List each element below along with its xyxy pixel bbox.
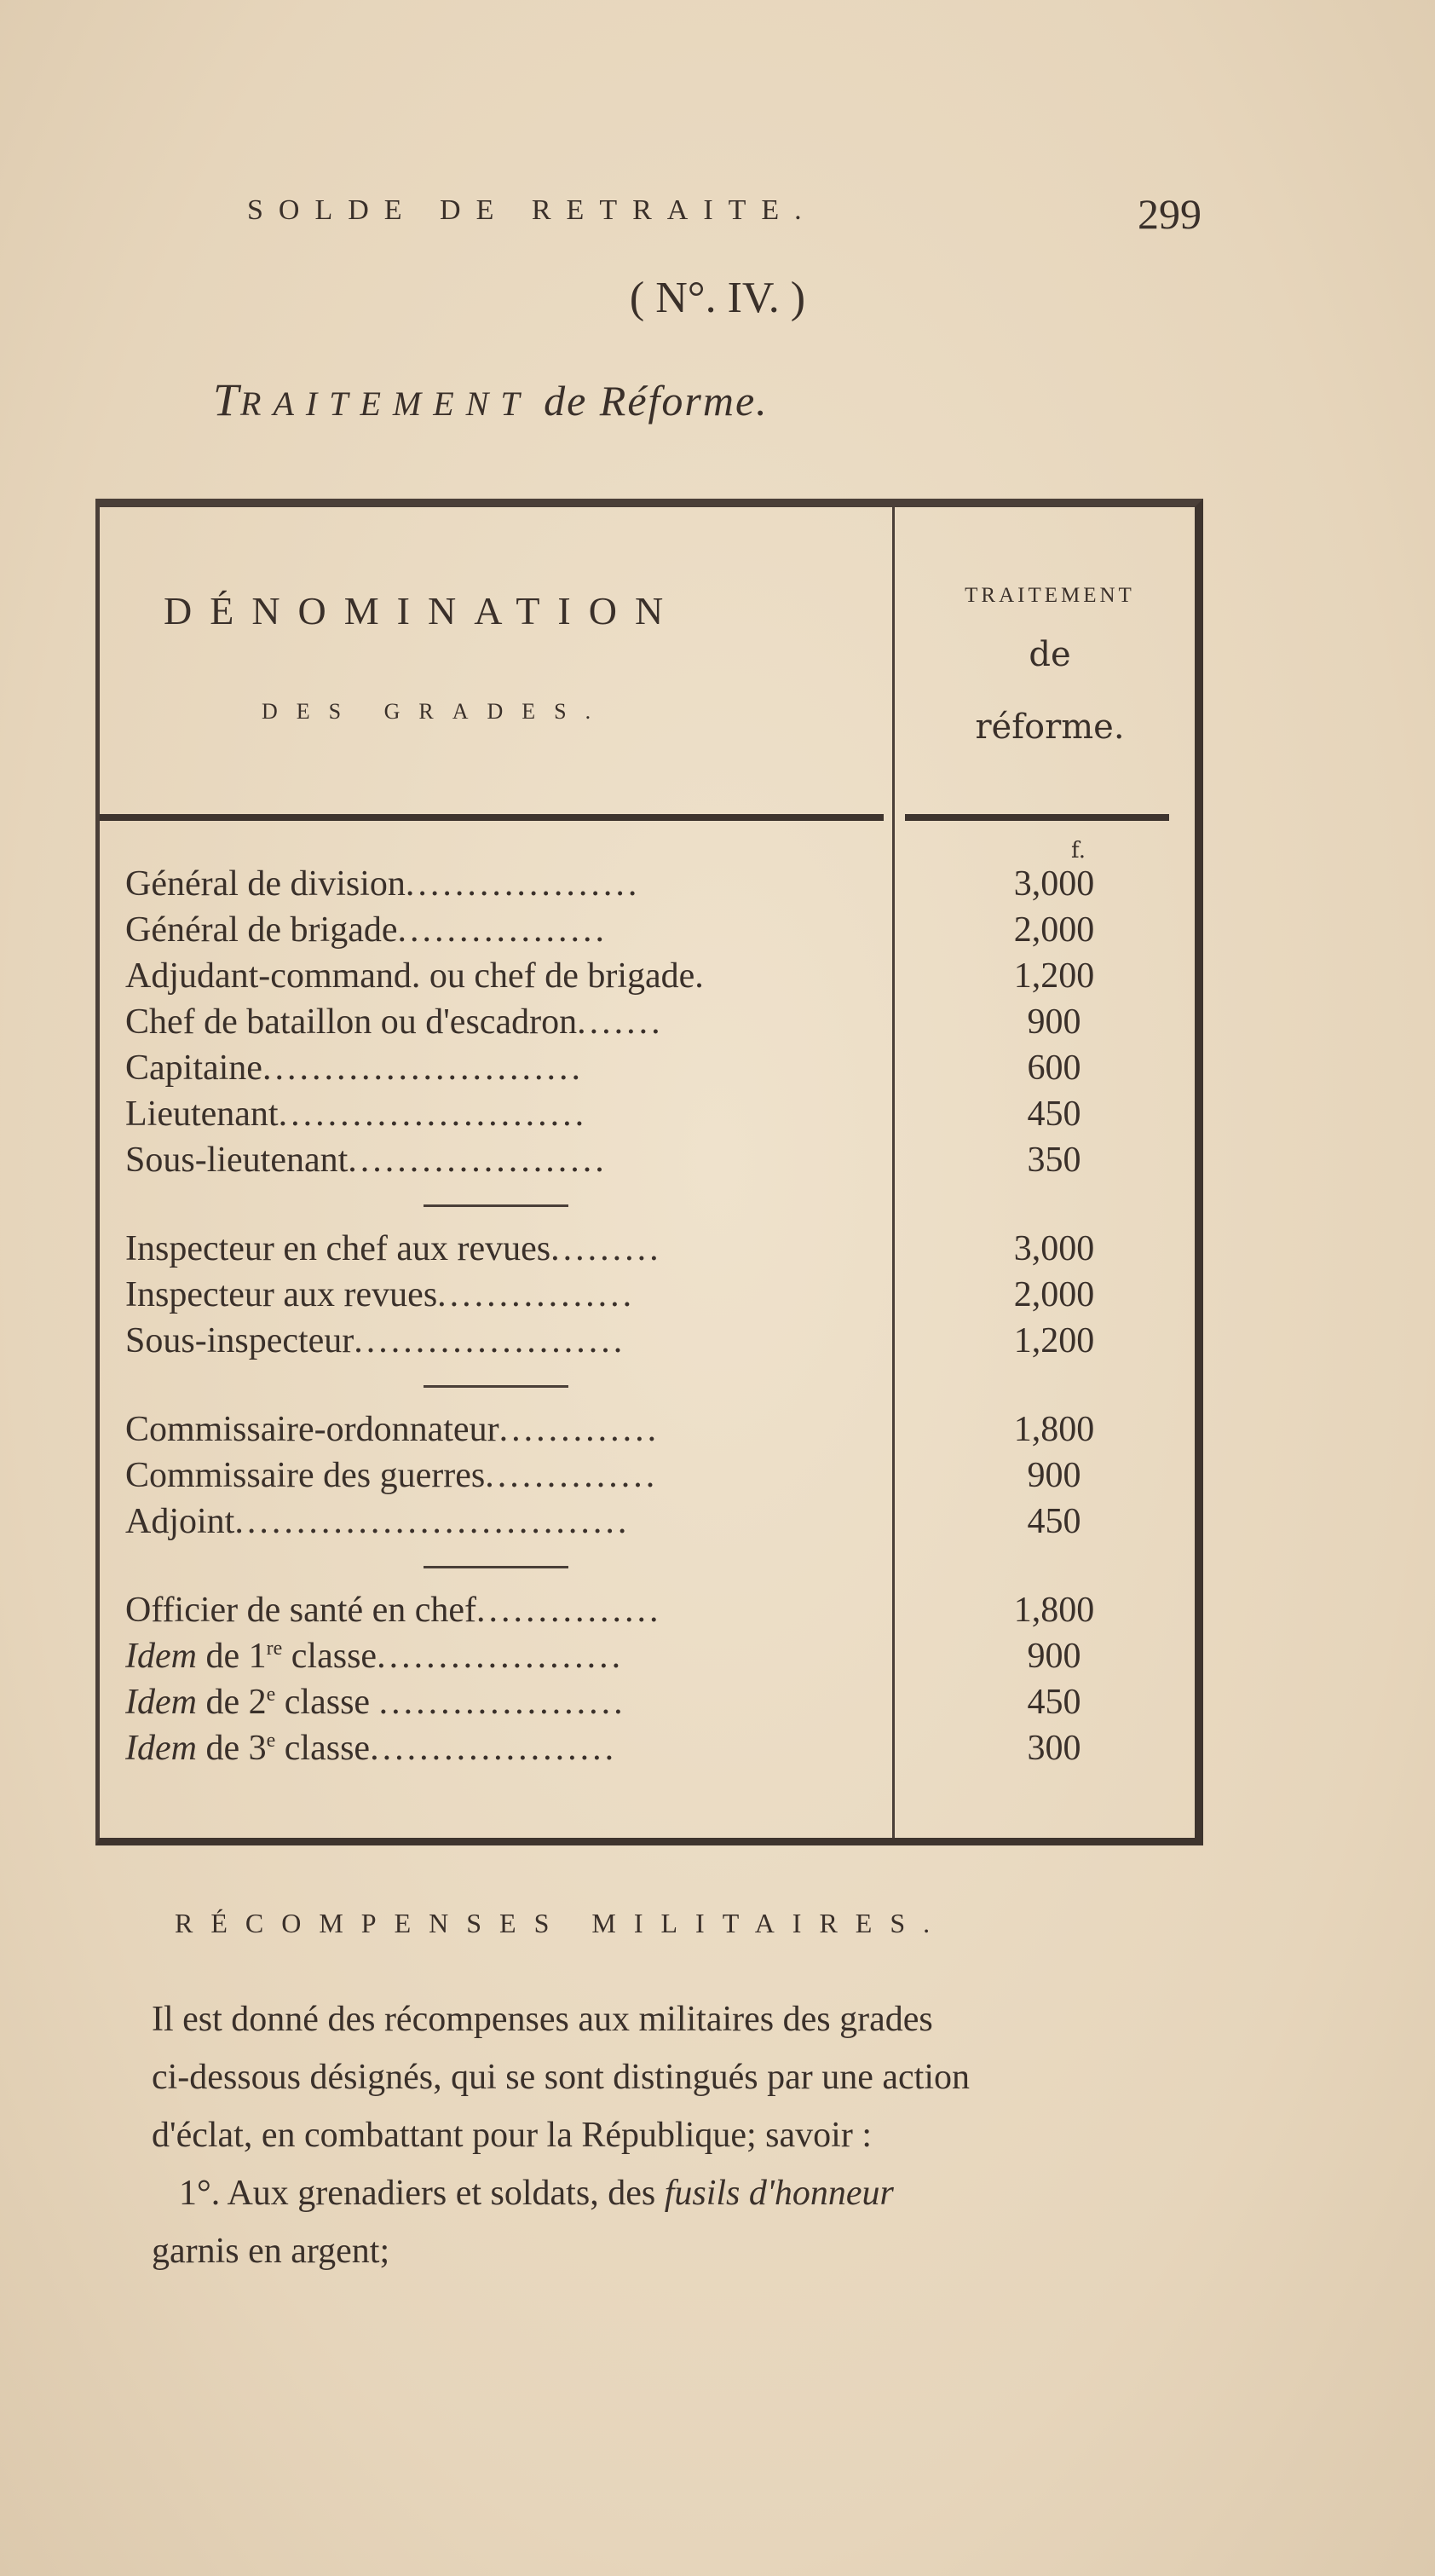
table-row: [125, 863, 1182, 910]
table-row: [125, 1320, 1182, 1366]
page-number: 299: [1138, 190, 1202, 238]
grade-label: Général de division...................: [125, 864, 641, 904]
table-row: [125, 1274, 1182, 1320]
header-rule-right: [905, 814, 1169, 821]
table-row: [125, 1636, 1182, 1682]
table-row: [125, 1682, 1182, 1728]
grade-label: Sous-lieutenant.....................: [125, 1141, 608, 1180]
table-row: [125, 1094, 1182, 1140]
title-tail: de Réforme.: [531, 377, 769, 425]
table-row: [125, 1048, 1182, 1094]
grade-label: Adjoint................................: [125, 1502, 631, 1541]
pay-value: 450: [1027, 1095, 1081, 1134]
grade-label: Capitaine..........................: [125, 1048, 584, 1088]
header-rule-left: [100, 814, 884, 821]
grade-label: Général de brigade.................: [125, 910, 608, 950]
table-number: ( N°. IV. ): [629, 274, 806, 322]
pay-value: 450: [1027, 1502, 1081, 1541]
pay-value: 2,000: [1013, 1275, 1095, 1314]
grade-label: Adjudant-command. ou chef de brigade.: [125, 956, 704, 996]
table-row: [125, 1590, 1182, 1636]
pay-table: [95, 499, 1203, 1845]
list-item-text: 1°. Aux grenadiers et soldats, des: [179, 2174, 665, 2213]
list-item: [179, 2164, 1295, 2222]
group-separator: [424, 1204, 568, 1207]
table-row: [125, 1140, 1182, 1186]
grade-label: Inspecteur aux revues................: [125, 1275, 636, 1314]
table-row: [125, 1409, 1182, 1455]
pay-value: 1,200: [1013, 956, 1095, 996]
grade-label: Idem de 3e classe....................: [125, 1729, 618, 1768]
list-item-italic: fusils d'honneur: [664, 2174, 894, 2213]
table-row: [125, 1002, 1182, 1048]
header-de: de: [1029, 635, 1071, 674]
pay-value: 450: [1027, 1683, 1081, 1722]
grade-label: Commissaire des guerres..............: [125, 1456, 659, 1495]
table-row: [125, 1455, 1182, 1501]
title-smallcaps: RAITEMENT: [240, 384, 532, 423]
paragraph-line: d'éclat, en combattant pour la République; savoir :: [152, 2116, 872, 2155]
grade-label: Sous-inspecteur......................: [125, 1321, 626, 1360]
table-row: [125, 1728, 1182, 1774]
grade-label: Chef de bataillon ou d'escadron.......: [125, 1002, 664, 1042]
grade-label: Commissaire-ordonnateur.............: [125, 1410, 660, 1449]
pay-value: 600: [1027, 1048, 1081, 1088]
running-head-title: SOLDE DE RETRAITE.: [247, 194, 817, 226]
running-head: [247, 190, 1202, 245]
paragraph-line: ci-dessous désignés, qui se sont distingués par une action: [152, 2058, 971, 2097]
title-initial: T: [213, 374, 241, 425]
pay-value: 350: [1027, 1141, 1081, 1180]
pay-value: 2,000: [1013, 910, 1095, 950]
grade-label: Officier de santé en chef...............: [125, 1591, 662, 1630]
table-row: [125, 956, 1182, 1002]
pay-value: 1,200: [1013, 1321, 1095, 1360]
pay-value: 1,800: [1013, 1591, 1095, 1630]
header-denomination: DÉNOMINATION: [164, 589, 682, 632]
section-title: RÉCOMPENSES MILITAIRES.: [175, 1908, 948, 1938]
header-traitement: TRAITEMENT: [965, 584, 1135, 607]
grade-label: Idem de 1re classe....................: [125, 1637, 625, 1676]
paragraph-line: Il est donné des récompenses aux militaires des grades: [152, 2000, 933, 2039]
grade-label: Idem de 2e classe ....................: [125, 1683, 626, 1722]
table-title: [213, 373, 769, 426]
unit-label: f.: [1071, 838, 1086, 863]
grade-label: Inspecteur en chef aux revues.........: [125, 1229, 662, 1268]
table-row: [125, 910, 1182, 956]
pay-value: 900: [1027, 1637, 1081, 1676]
pay-value: 3,000: [1013, 864, 1095, 904]
table-row: [125, 1501, 1182, 1547]
group-separator: [424, 1385, 568, 1388]
pay-value: 300: [1027, 1729, 1081, 1768]
paragraph-line: garnis en argent;: [152, 2232, 390, 2271]
grade-label: Lieutenant.........................: [125, 1095, 588, 1134]
group-separator: [424, 1566, 568, 1568]
pay-value: 1,800: [1013, 1410, 1095, 1449]
pay-value: 900: [1027, 1456, 1081, 1495]
table-row: [125, 1228, 1182, 1274]
header-grades: DES GRADES.: [262, 699, 610, 724]
pay-value: 900: [1027, 1002, 1081, 1042]
pay-value: 3,000: [1013, 1229, 1095, 1268]
header-reforme: réforme.: [975, 708, 1125, 747]
